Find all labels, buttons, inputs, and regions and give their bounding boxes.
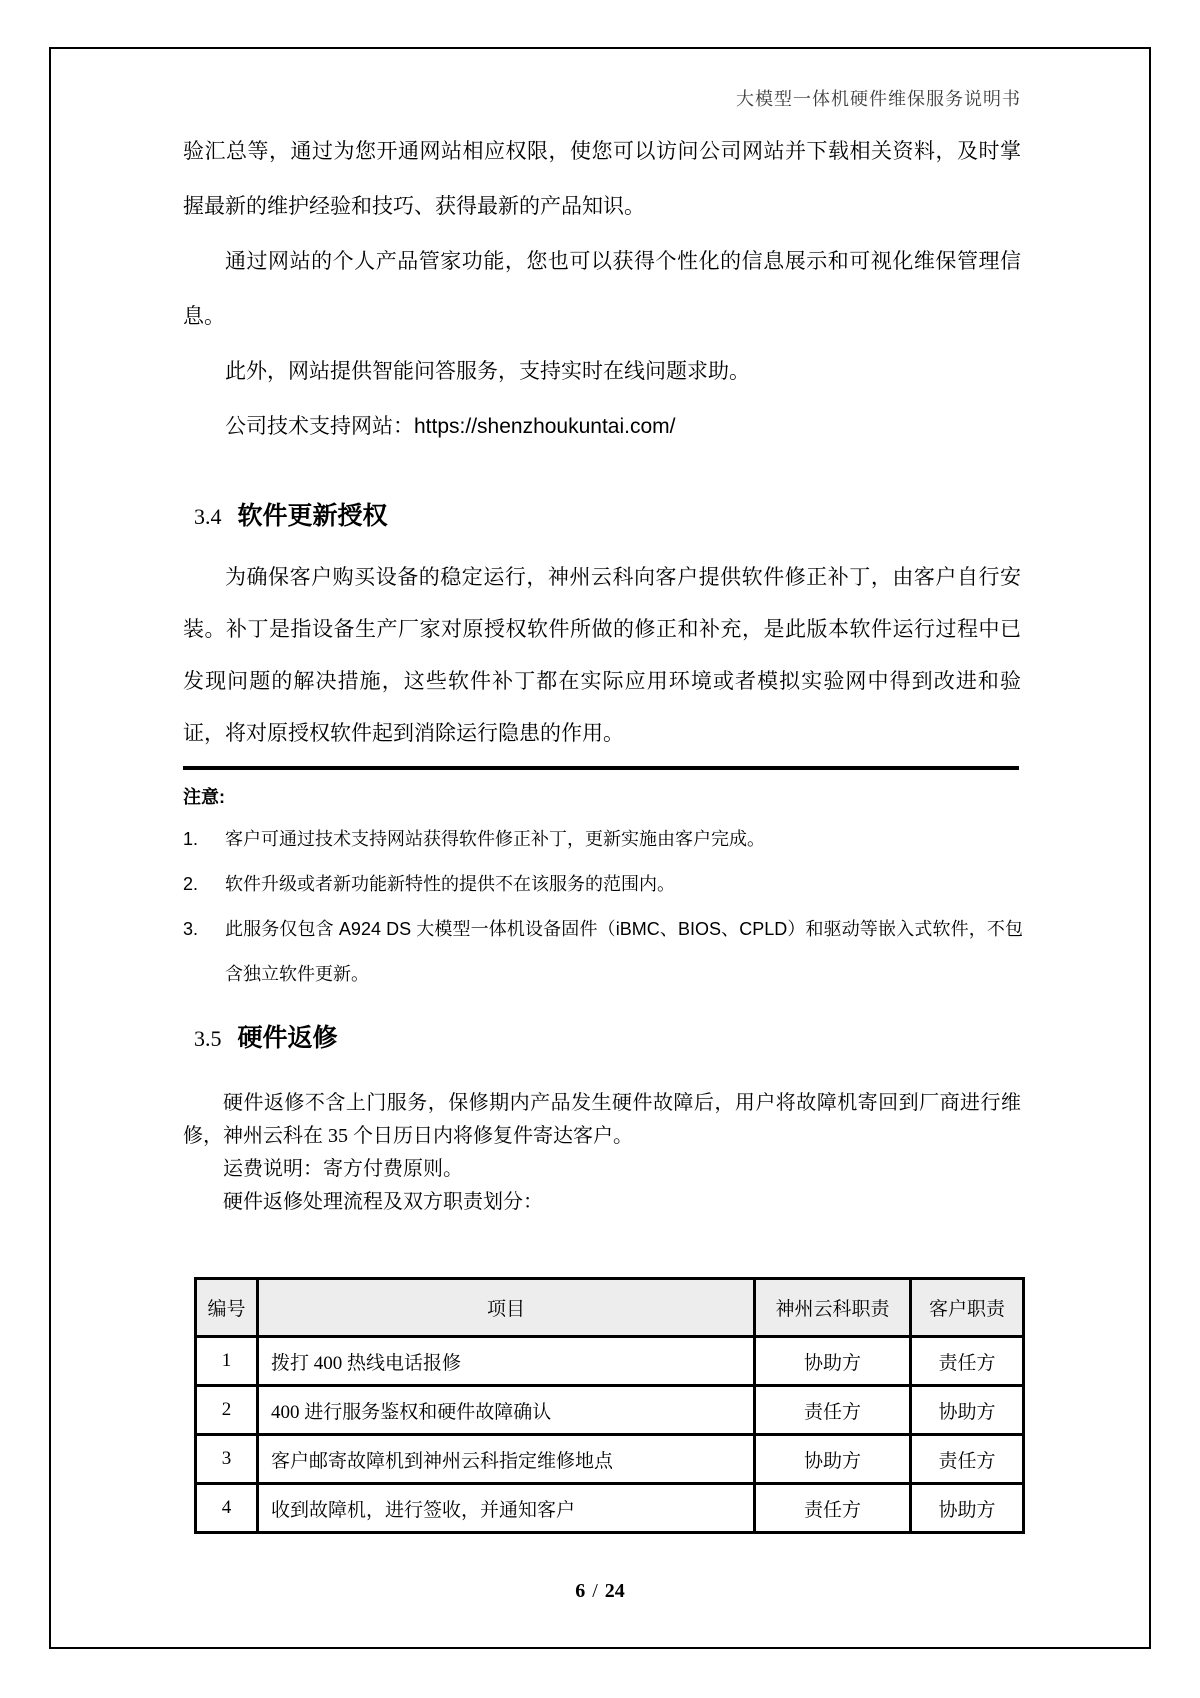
notice-list — [183, 817, 1023, 997]
section-3-5-paragraph-2: 运费说明：寄方付费原则。 — [223, 1158, 463, 1180]
cell-item: 客户邮寄故障机到神州云科指定维修地点 — [258, 1435, 755, 1484]
section-3-5-paragraph-3: 硬件返修处理流程及双方职责划分： — [223, 1191, 543, 1213]
support-website-url: https://shenzhoukuntai.com/ — [414, 415, 676, 438]
section-3-4-paragraph: 为确保客户购买设备的稳定运行，神州云科向客户提供软件修正补丁，由客户自行安装。补丁是指设备生产厂家对原授权软件所做的修正和补充，是此版本软件运行过程中已发现问题的解决措施，这些软件补丁都在实际应用环境或者模拟实验网中得到改进和验证，将对原授权软件起到消除运行隐患的作用。 — [183, 566, 1021, 745]
footer-total-pages: 24 — [604, 1580, 625, 1602]
table-row — [196, 1435, 1024, 1484]
cell-item: 收到故障机，进行签收，并通知客户 — [258, 1484, 755, 1533]
cell-customer-duty: 责任方 — [911, 1337, 1024, 1386]
intro-paragraph-3: 此外，网站提供智能问答服务，支持实时在线问题求助。 — [225, 360, 750, 383]
table-row — [196, 1386, 1024, 1435]
footer-current-page: 6 — [575, 1580, 586, 1602]
cell-vendor-duty: 责任方 — [755, 1386, 911, 1435]
cell-item: 400 进行服务鉴权和硬件故障确认 — [258, 1386, 755, 1435]
section-3-5-title: 硬件返修 — [237, 1024, 338, 1052]
notice-item-number: 2. — [183, 874, 199, 894]
cell-vendor-duty: 协助方 — [755, 1435, 911, 1484]
notice-item-number: 3. — [183, 919, 199, 939]
section-3-5-number: 3.5 — [194, 1026, 222, 1051]
notice-item-text: 此服务仅包含 A924 DS 大模型一体机设备固件（iBMC、BIOS、CPLD）和驱动等嵌入式软件，不包含独立软件更新。 — [225, 919, 1023, 984]
page-header-title: 大模型一体机硬件维保服务说明书 — [736, 89, 1021, 109]
cell-vendor-duty: 责任方 — [755, 1484, 911, 1533]
responsibility-table — [194, 1277, 1025, 1534]
notice-item-text: 软件升级或者新功能新特性的提供不在该服务的范围内。 — [225, 874, 675, 894]
notice-label: 注意: — [183, 787, 225, 807]
cell-customer-duty: 协助方 — [911, 1386, 1024, 1435]
table-row — [196, 1484, 1024, 1533]
notice-item — [183, 907, 1023, 997]
cell-number: 2 — [196, 1386, 258, 1435]
section-3-4-title: 软件更新授权 — [237, 502, 388, 530]
footer-separator: / — [592, 1580, 598, 1602]
notice-divider-line — [183, 766, 1019, 770]
support-website-line — [183, 399, 1021, 454]
section-3-4-heading — [194, 496, 388, 532]
notice-item-text: 客户可通过技术支持网站获得软件修正补丁，更新实施由客户完成。 — [225, 829, 765, 849]
header-cell-customer-duty: 客户职责 — [911, 1279, 1024, 1337]
cell-vendor-duty: 协助方 — [755, 1337, 911, 1386]
section-3-5-heading — [194, 1018, 338, 1054]
notice-item — [183, 862, 1023, 907]
support-website-label: 公司技术支持网站： — [225, 415, 414, 438]
header-cell-vendor-duty: 神州云科职责 — [755, 1279, 911, 1337]
notice-item-number: 1. — [183, 829, 199, 849]
cell-number: 3 — [196, 1435, 258, 1484]
cell-number: 4 — [196, 1484, 258, 1533]
intro-paragraph-1: 验汇总等，通过为您开通网站相应权限，使您可以访问公司网站并下载相关资料，及时掌握最新的维护经验和技巧、获得最新的产品知识。 — [183, 140, 1021, 218]
header-cell-number: 编号 — [196, 1279, 258, 1337]
section-3-5-paragraphs — [183, 1087, 1021, 1219]
cell-number: 1 — [196, 1337, 258, 1386]
section-3-5-paragraph-1: 硬件返修不含上门服务，保修期内产品发生硬件故障后，用户将故障机寄回到厂商进行维修，神州云科在 35 个日历日内将修复件寄达客户。 — [183, 1092, 1021, 1147]
table-header-row — [196, 1279, 1024, 1337]
header-cell-item: 项目 — [258, 1279, 755, 1337]
cell-item: 拨打 400 热线电话报修 — [258, 1337, 755, 1386]
notice-item — [183, 817, 1023, 862]
section-3-4-number: 3.4 — [194, 504, 222, 529]
cell-customer-duty: 协助方 — [911, 1484, 1024, 1533]
intro-paragraphs — [183, 124, 1021, 454]
cell-customer-duty: 责任方 — [911, 1435, 1024, 1484]
intro-paragraph-2: 通过网站的个人产品管家功能，您也可以获得个性化的信息展示和可视化维保管理信息。 — [183, 250, 1021, 328]
page-footer — [0, 1580, 1200, 1603]
table-row — [196, 1337, 1024, 1386]
